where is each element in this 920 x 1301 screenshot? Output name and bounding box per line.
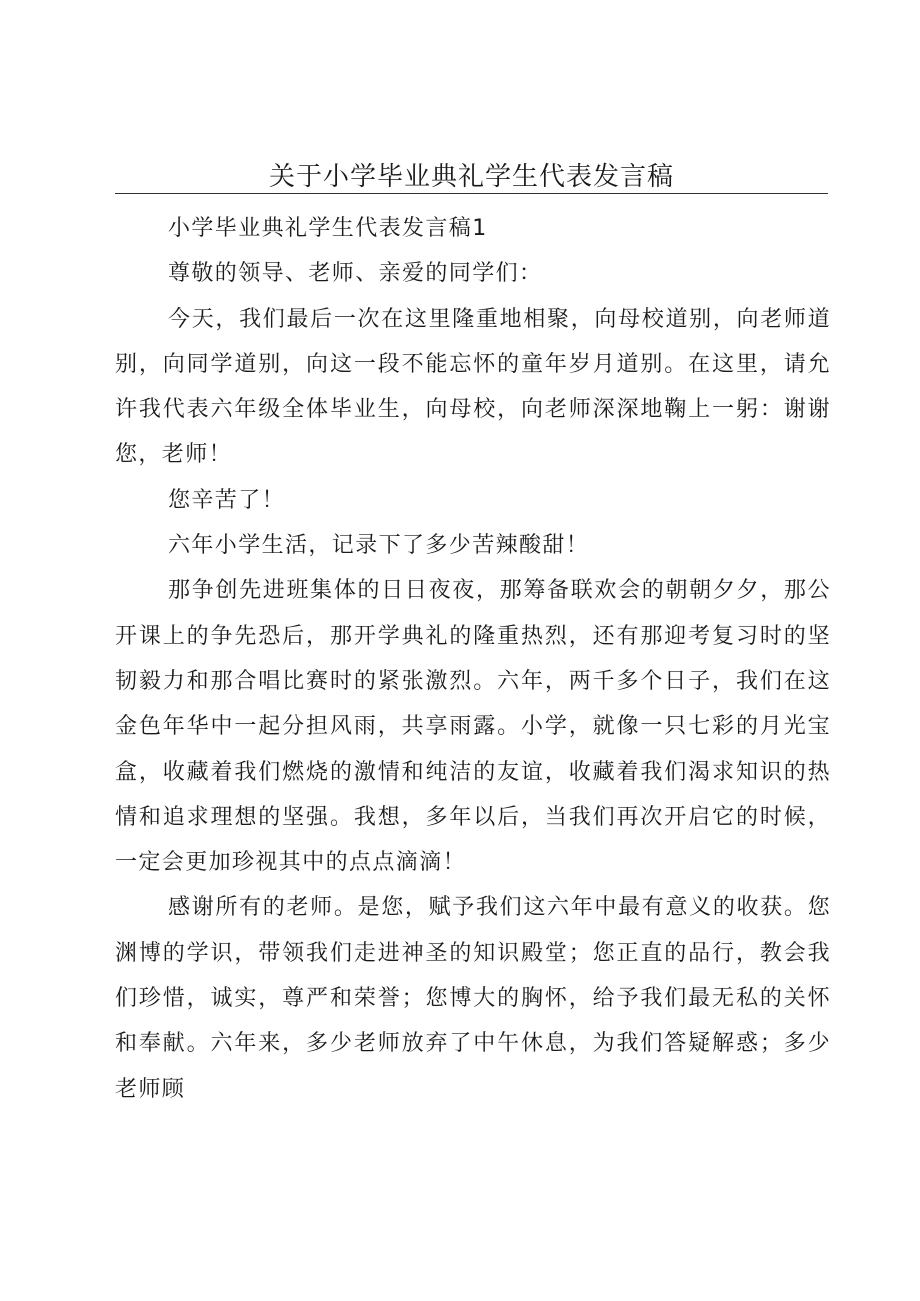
paragraph: 六年小学生活，记录下了多少苦辣酸甜！ — [168, 533, 590, 559]
paragraph: 那争创先进班集体的日日夜夜，那筹备联欢会的朝朝夕夕，那公开课上的争先恐后，那开学典礼的隆重热烈，还有那迎考复习时的坚韧毅力和那合唱比赛时的紧张激烈。六年，两千多个日子，我们在这金色年华中一起分担风雨，共享雨露。小学，就像一只七彩的月光宝盒，收藏着我们燃烧的激情和纯洁的友谊，收藏着我们渴求知识的热情和追求理想的坚强。我想，多年以后，当我们再次开启它的时候，一定会更加珍视其中的点点滴滴！ — [115, 578, 831, 876]
document-title: 关于小学毕业典礼学生代表发言稿 — [268, 162, 674, 192]
document-body — [115, 206, 831, 1112]
paragraph-salutation: 尊敬的领导、老师、亲爱的同学们： — [168, 261, 543, 287]
title-underline — [115, 193, 828, 194]
paragraph: 感谢所有的老师。是您，赋予我们这六年中最有意义的收获。您渊博的学识，带领我们走进神圣的知识殿堂；您正直的品行，教会我们珍惜，诚实，尊严和荣誉；您博大的胸怀，给予我们最无私的关怀和奉献。六年来，多少老师放弃了中午休息，为我们答疑解惑；多少老师顾 — [115, 895, 831, 1102]
paragraph: 今天，我们最后一次在这里隆重地相聚，向母校道别，向老师道别，向同学道别，向这一段不能忘怀的童年岁月道别。在这里，请允许我代表六年级全体毕业生，向母校，向老师深深地鞠上一躬：谢谢您，老师！ — [115, 306, 831, 468]
paragraph-subtitle: 小学毕业典礼学生代表发言稿1 — [168, 216, 488, 241]
paragraph: 您辛苦了！ — [168, 487, 286, 513]
